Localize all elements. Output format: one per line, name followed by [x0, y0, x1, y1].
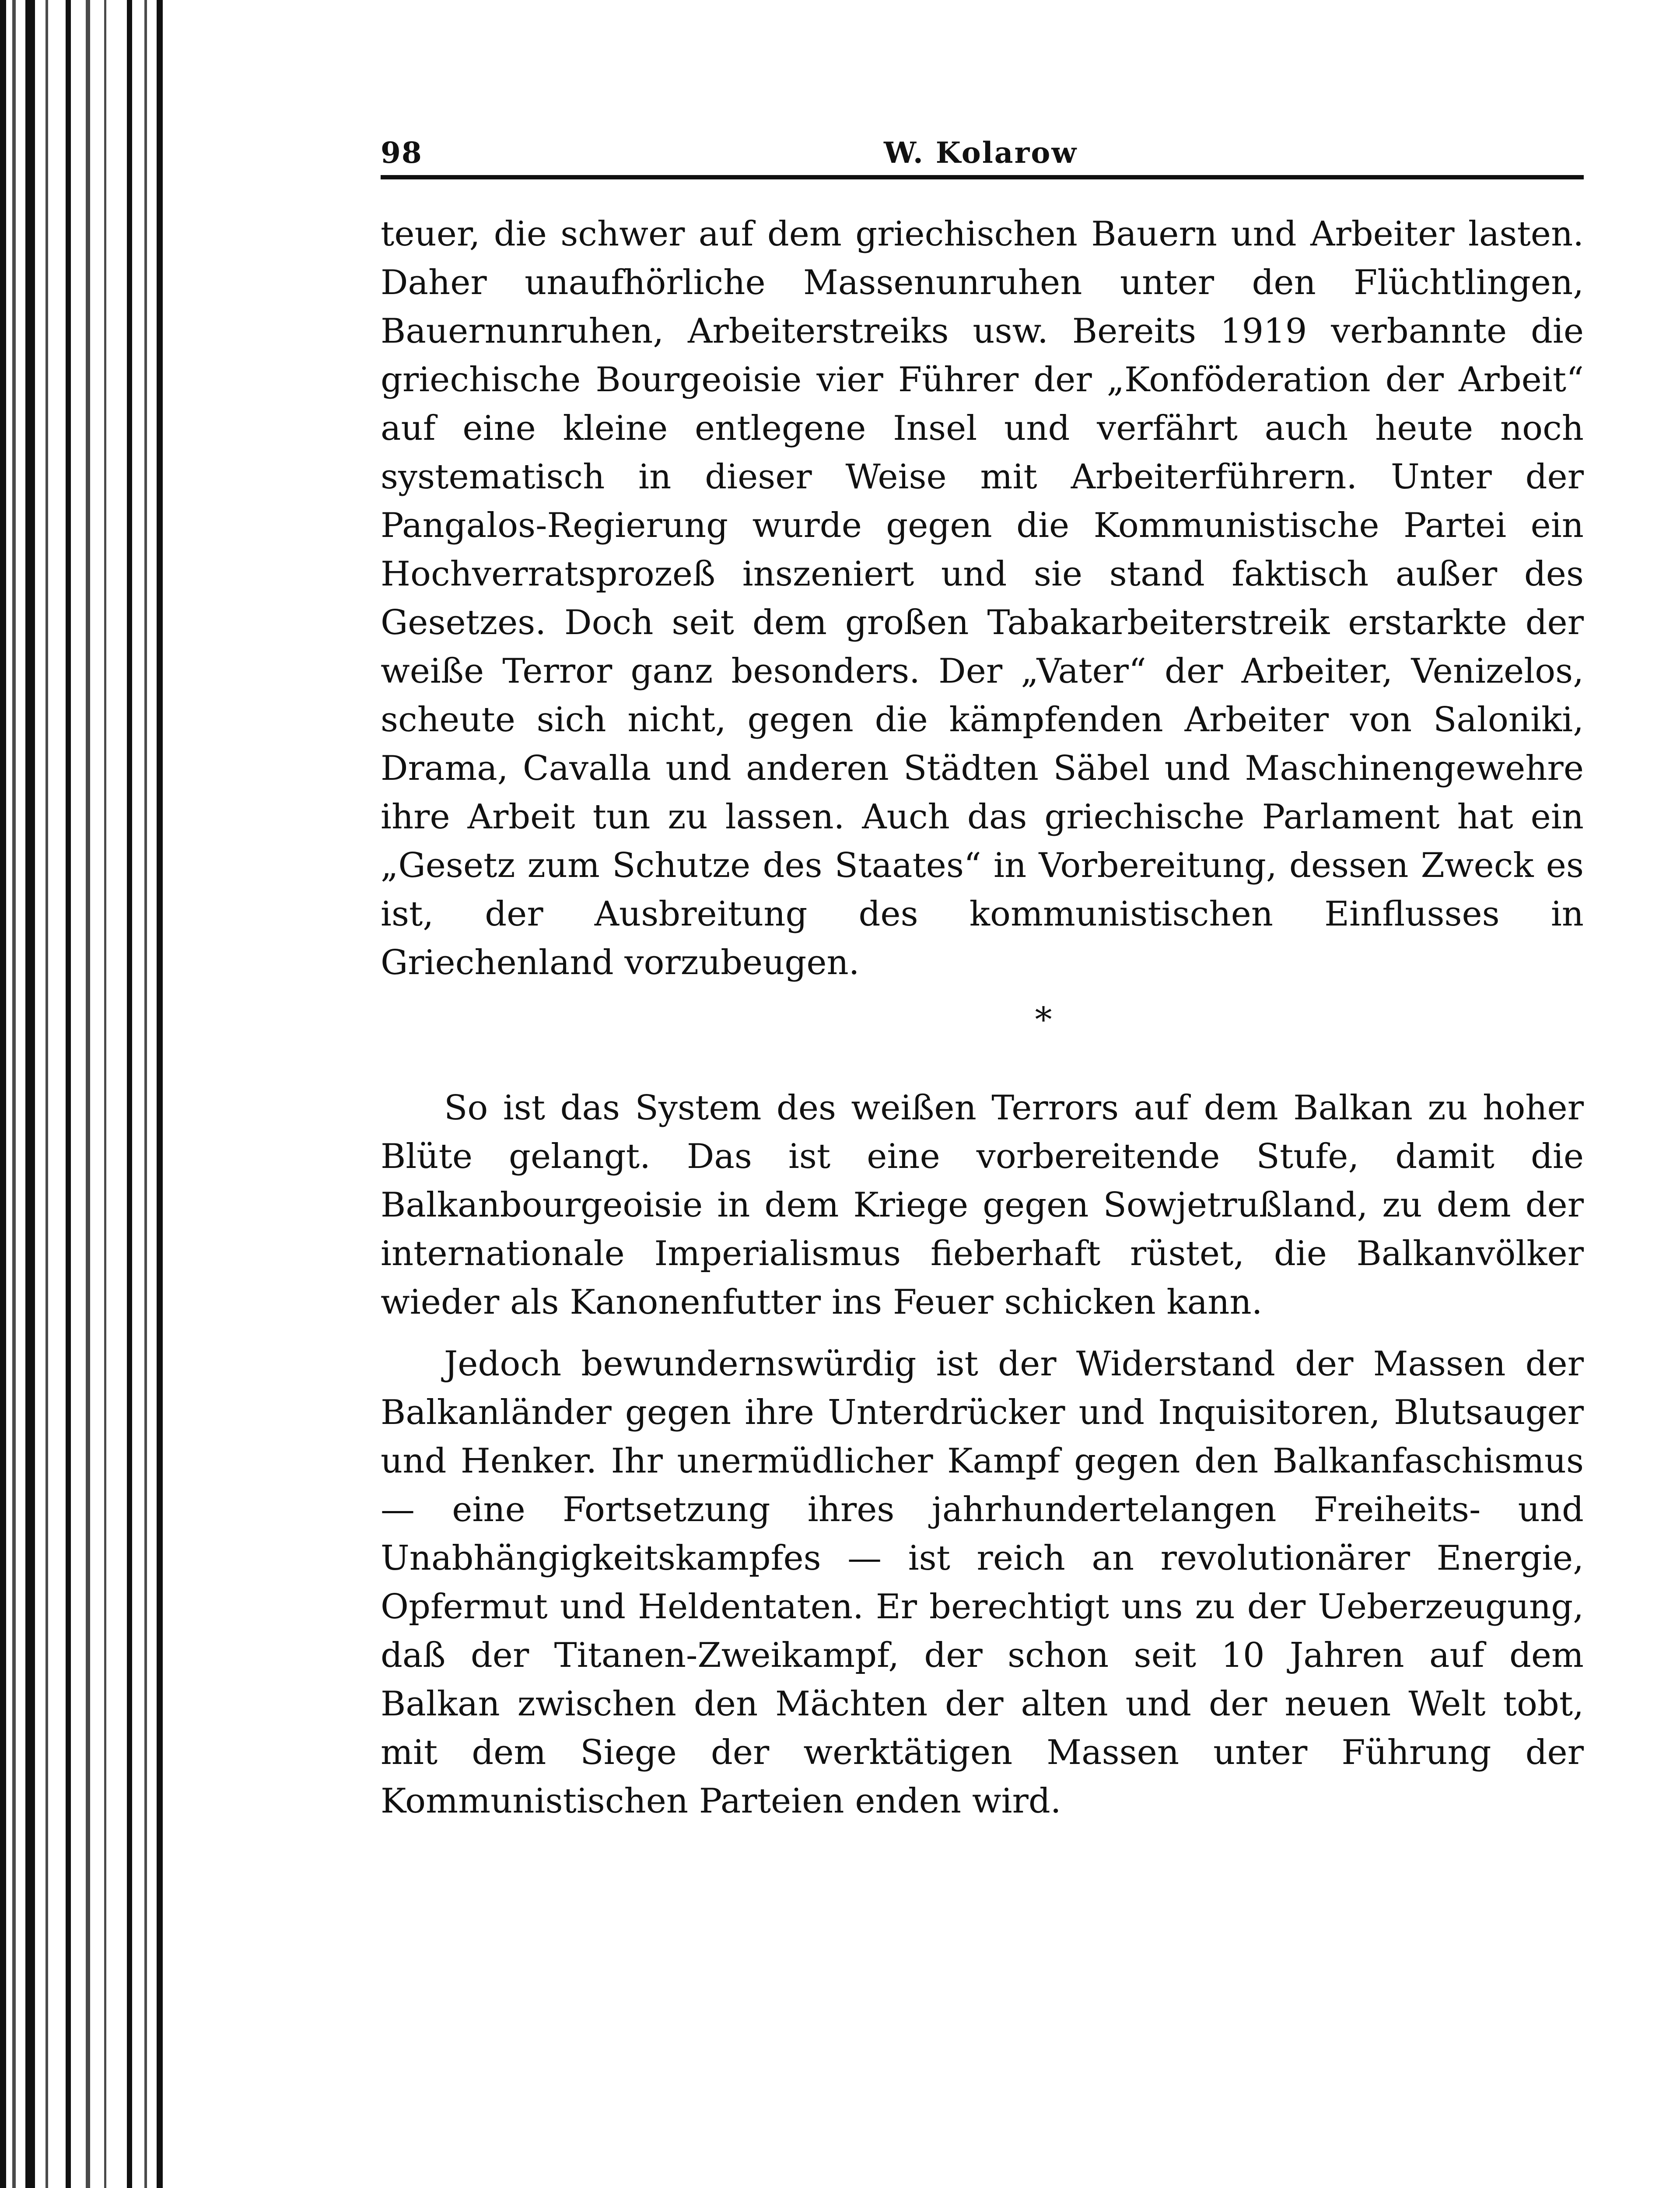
scanned-binding-edge [0, 0, 166, 2188]
body-paragraph-1: teuer, die schwer auf dem griechischen Bauern und Arbeiter lasten. Daher unaufhörliche Massenunruhen unter den Flüchtlingen, Bauernunruhen, Arbeiterstreiks usw. Bereits 1919 verbannte die griechische Bourgeoisie vier Führer der „Konföderation der Arbeit“ auf eine kleine entlegene Insel und verfährt auch heute noch systematisch in dieser Weise mit Arbeiterführern. Unter der Pangalos-Regierung wurde gegen die Kommunistische Partei ein Hochverratsprozeß inszeniert und sie stand faktisch außer des Gesetzes. Doch seit dem großen Tabakarbeiterstreik erstarkte der weiße Terror ganz besonders. Der „Vater“ der Arbeiter, Venizelos, scheute sich nicht, gegen die kämpfenden Arbeiter von Saloniki, Drama, Cavalla und anderen Städten Säbel und Maschinengewehre ihre Arbeit tun zu lassen. Auch das griechische Parlament hat ein „Gesetz zum Schutze des Staates“ in Vorbereitung, dessen Zweck es ist, der Ausbreitung des kommunistischen Einflusses in Griechenland vorzubeugen. [381, 214, 1584, 982]
header-rule [381, 175, 1584, 179]
running-title: W. Kolarow [884, 136, 1078, 170]
body-paragraph-3: Jedoch bewundernswürdig ist der Widerstand der Massen der Balkanländer gegen ihre Unterdrücker und Inquisitoren, Blutsauger und Henker. Ihr unermüdlicher Kampf gegen den Balkanfaschismus — eine Fortsetzung ihres jahrhundertelangen Freiheits- und Unabhängigkeitskampfes — ist reich an revolutionärer Energie, Opfermut und Heldentaten. Er berechtigt uns zu der Ueberzeugung, daß der Titanen-Zweikampf, der schon seit 10 Jahren auf dem Balkan zwischen den Mächten der alten und der neuen Welt tobt, mit dem Siege der werktätigen Massen unter Führung der Kommunistischen Parteien enden wird. [381, 1344, 1584, 1821]
section-break-asterisk: * [1035, 1000, 1052, 1040]
book-page [381, 127, 1584, 1826]
running-header [381, 127, 1584, 175]
page-number: 98 [381, 136, 423, 170]
body-paragraph-2: So ist das System des weißen Terrors auf dem Balkan zu hoher Blüte gelangt. Das ist eine vorbereitende Stufe, damit die Balkanbourgeoisie in dem Kriege gegen Sowjetrußland, zu dem der internationale Imperialismus fieberhaft rüstet, die Balkanvölker wieder als Kanonenfutter ins Feuer schicken kann. [381, 1088, 1584, 1322]
